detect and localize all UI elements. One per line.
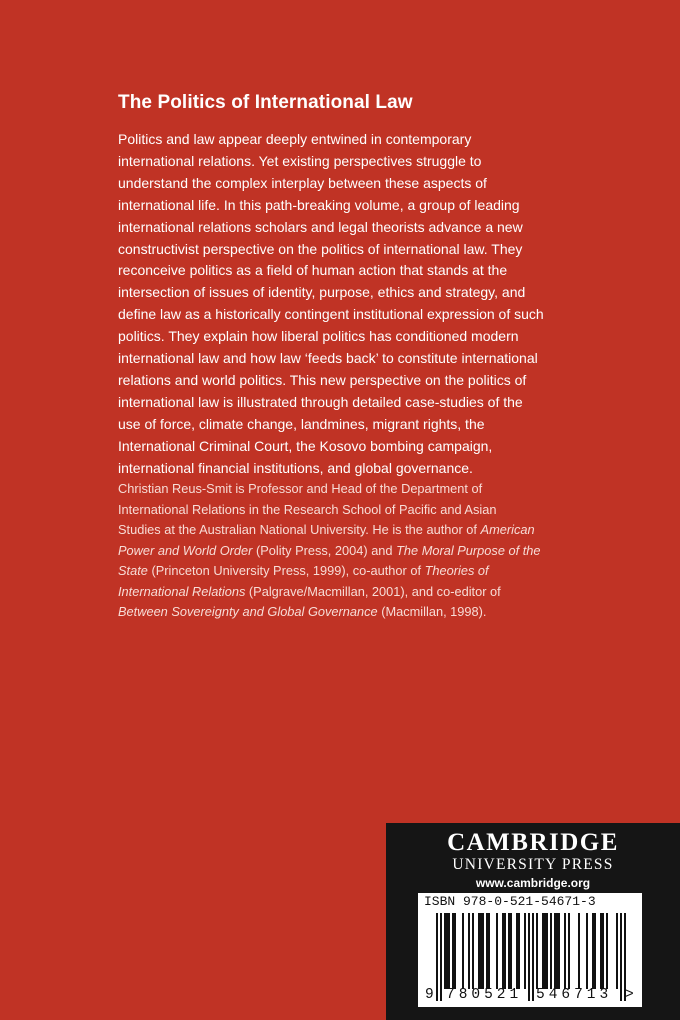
description-line: international law and how law ‘feeds back’ to constitute international (118, 350, 538, 367)
barcode-bar (564, 913, 566, 989)
barcode-bar (488, 913, 490, 989)
bio-line: Studies at the Australian National University. He is the author of American (118, 522, 535, 537)
barcode-bar (600, 913, 602, 989)
bio-line: State (Princeton University Press, 1999), co-author of Theories of (118, 563, 489, 578)
book-description (118, 129, 578, 480)
description-line: International Criminal Court, the Kosovo bombing campaign, (118, 437, 493, 454)
barcode-bar (482, 913, 484, 989)
description-line: understand the complex interplay between these aspects of (118, 174, 487, 191)
barcode-bar (468, 913, 470, 989)
barcode-bar (448, 913, 450, 989)
barcode-bar (452, 913, 454, 989)
description-line: reconceive politics as a field of human action that stands at the (118, 262, 508, 279)
description-line: politics. They explain how liberal politics has conditioned modern (118, 328, 519, 345)
isbn-label: ISBN 978-0-521-54671-3 (424, 894, 596, 909)
description-line: international relations. Yet existing perspectives struggle to (118, 152, 482, 169)
book-citation: American (480, 522, 535, 537)
ean-first-digit: 9 (425, 987, 434, 1003)
description-line: constructivist perspective on the politics of international law. They (118, 240, 523, 257)
barcode-bar (616, 913, 618, 989)
barcode-bar (444, 913, 446, 989)
book-citation: Power and World Order (118, 542, 253, 558)
barcode-bar (558, 913, 560, 989)
publisher-url: www.cambridge.org (475, 876, 591, 890)
barcode-bar (586, 913, 588, 989)
description-line: intersection of issues of identity, purpose, ethics and strategy, and (118, 284, 526, 301)
description-line: international law is illustrated through detailed case-studies of the (118, 393, 523, 410)
isbn-barcode (418, 893, 642, 1007)
bio-line: International Relations in the Research School of Pacific and Asian (118, 501, 497, 517)
barcode-bar (606, 913, 608, 989)
bio-line: Power and World Order (Polity Press, 2004) and The Moral Purpose of the (118, 542, 541, 558)
book-citation: International Relations (118, 583, 246, 599)
barcode-bar (510, 913, 512, 989)
description-line: relations and world politics. This new perspective on the politics of (118, 371, 527, 388)
barcode-bar (502, 913, 504, 989)
barcode-bar (486, 913, 488, 989)
barcode-bar (504, 913, 506, 989)
barcode-bar (496, 913, 498, 989)
barcode-bar (594, 913, 596, 989)
publisher-logo-name: CAMBRIDGE (447, 829, 619, 856)
barcode-bar (542, 913, 544, 989)
barcode-bar (592, 913, 594, 989)
barcode-bar (508, 913, 510, 989)
barcode-bar (554, 913, 556, 989)
barcode-bar (536, 913, 538, 989)
barcode-bar (578, 913, 580, 989)
barcode-bar (516, 913, 518, 989)
book-title: The Politics of International Law (118, 92, 413, 113)
barcode-bar (546, 913, 548, 989)
barcode-bar (524, 913, 526, 989)
ean-digits (418, 987, 642, 1007)
book-citation: The Moral Purpose of the (396, 542, 541, 558)
publisher-logo-press: UNIVERSITY PRESS (452, 856, 614, 873)
description-line: international financial institutions, and global governance. (118, 459, 473, 476)
ean-right-digits: 546713 (536, 987, 613, 1003)
description-line: use of force, climate change, landmines, migrant rights, the (118, 415, 485, 432)
ean-quiet-mark: > (625, 987, 634, 1003)
barcode-bar (518, 913, 520, 989)
author-bio (118, 479, 578, 623)
ean-left-digits: 780521 (446, 987, 523, 1003)
barcode-bar (480, 913, 482, 989)
barcode-bar (446, 913, 448, 989)
barcode-bar (602, 913, 604, 989)
bio-line: International Relations (Palgrave/Macmillan, 2001), and co-editor of (118, 583, 501, 599)
description-line: international relations scholars and legal theorists advance a new (118, 218, 523, 235)
barcode-bar (472, 913, 474, 989)
barcode-bar (478, 913, 480, 989)
description-line: Politics and law appear deeply entwined in contemporary (118, 131, 472, 147)
description-line: international life. In this path-breaking volume, a group of leading (118, 196, 520, 213)
barcode-bar (454, 913, 456, 989)
book-citation: Between Sovereignty and Global Governance (118, 604, 378, 619)
bio-line: Christian Reus-Smit is Professor and Head of the Department of (118, 481, 483, 496)
bio-line: Between Sovereignty and Global Governance (Macmillan, 1998). (118, 604, 487, 619)
barcode-bar (568, 913, 570, 989)
barcode-bar (550, 913, 552, 989)
barcode-bar (544, 913, 546, 989)
description-line: define law as a historically contingent institutional expression of such (118, 306, 544, 323)
book-citation: Theories of (424, 563, 489, 578)
barcode-bar (556, 913, 558, 989)
barcode-bar (462, 913, 464, 989)
book-citation: State (118, 563, 148, 578)
